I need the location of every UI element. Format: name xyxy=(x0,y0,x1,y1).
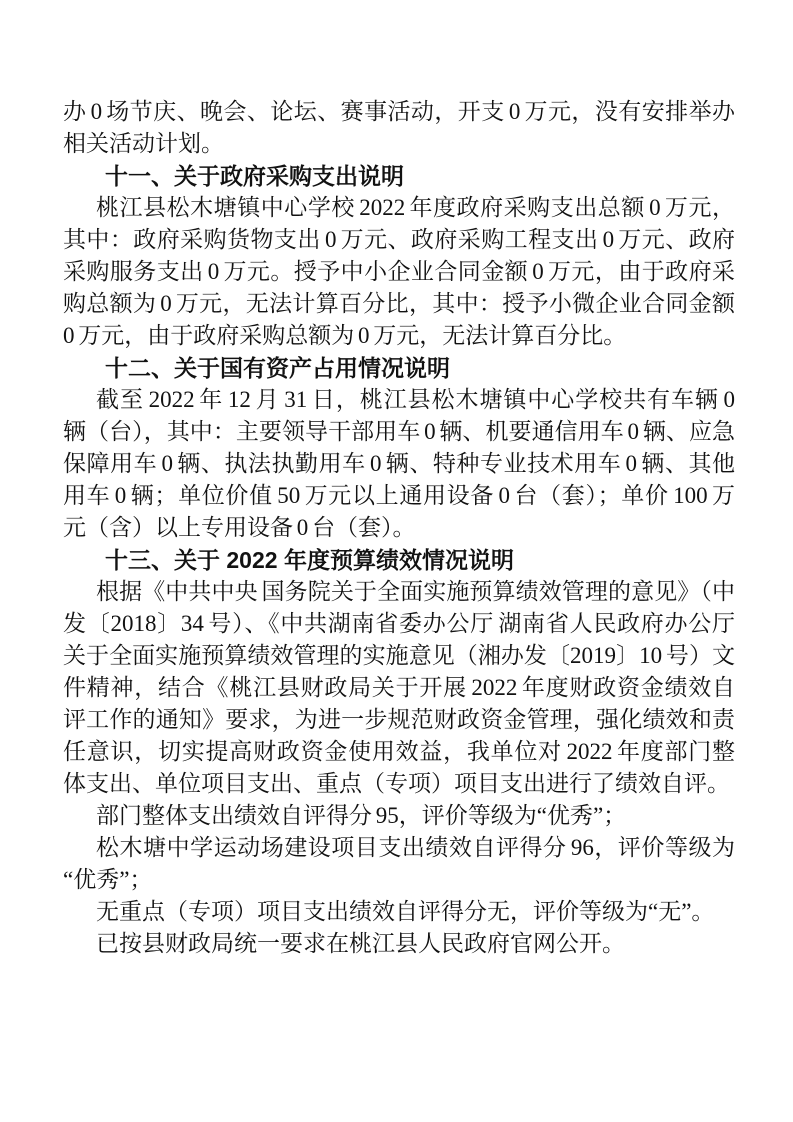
section-heading-12-state-assets: 十二、关于国有资产占用情况说明 xyxy=(105,355,450,381)
section-heading-13-budget-performance: 十三、关于 2022 年度预算绩效情况说明 xyxy=(105,547,514,573)
paragraph-state-assets-occupancy: 截至 2022 年 12 月 31 日，桃江县松木塘镇中心学校共有车辆 0 辆（台），其中：主要领导干部用车 0 辆、机要通信用车 0 辆、应急保障用车 0 辆、执法执勤用车 0 辆、特种专业技术用车 0 辆、其他用车 0 辆；单位价值 50 万元以上通用设备 0 台（套）；单价 100 万元（含）以上专用设备 0 台（套）。 xyxy=(63,387,736,540)
paragraph-budget-performance-basis: 根据《中共中央 国务院关于全面实施预算绩效管理的意见》（中发〔2018〕34 号）、《中共湖南省委办公厅 湖南省人民政府办公厅关于全面实施预算绩效管理的实施意见（湘办发〔2019〕10 号）文件精神，结合《桃江县财政局关于开展 2022 年度财政资金绩效自评工作的通知》要求，为进一步规范财政资金管理，强化绩效和责任意识，切实提高财政资金使用效益，我单位对 2022 年度部门整体支出、单位项目支出、重点（专项）项目支出进行了绩效自评。 xyxy=(63,579,735,796)
paragraph-official-website-disclosure: 已按县财政局统一要求在桃江县人民政府官网公开。 xyxy=(96,931,625,956)
document-content xyxy=(63,96,735,960)
paragraph-festival-events-continuation: 办 0 场节庆、晚会、论坛、赛事活动，开支 0 万元，没有安排举办相关活动计划。 xyxy=(63,99,735,156)
paragraph-government-procurement-spending: 桃江县松木塘镇中心学校 2022 年度政府采购支出总额 0 万元，其中：政府采购货物支出 0 万元、政府采购工程支出 0 万元、政府采购服务支出 0 万元。授予中小企业合同金额 0 万元，由于政府采购总额为 0 万元，无法计算百分比，其中：授予小微企业合同金额 0 万元，由于政府采购总额为 0 万元，无法计算百分比。 xyxy=(63,195,735,348)
paragraph-sports-field-project-score: 松木塘中学运动场建设项目支出绩效自评得分 96，评价等级为“优秀”； xyxy=(63,835,735,892)
section-heading-11-government-procurement: 十一、关于政府采购支出说明 xyxy=(105,163,404,189)
paragraph-key-project-score: 无重点（专项）项目支出绩效自评得分无，评价等级为“无”。 xyxy=(96,899,715,924)
paragraph-department-overall-score: 部门整体支出绩效自评得分 95，评价等级为“优秀”； xyxy=(96,803,627,828)
